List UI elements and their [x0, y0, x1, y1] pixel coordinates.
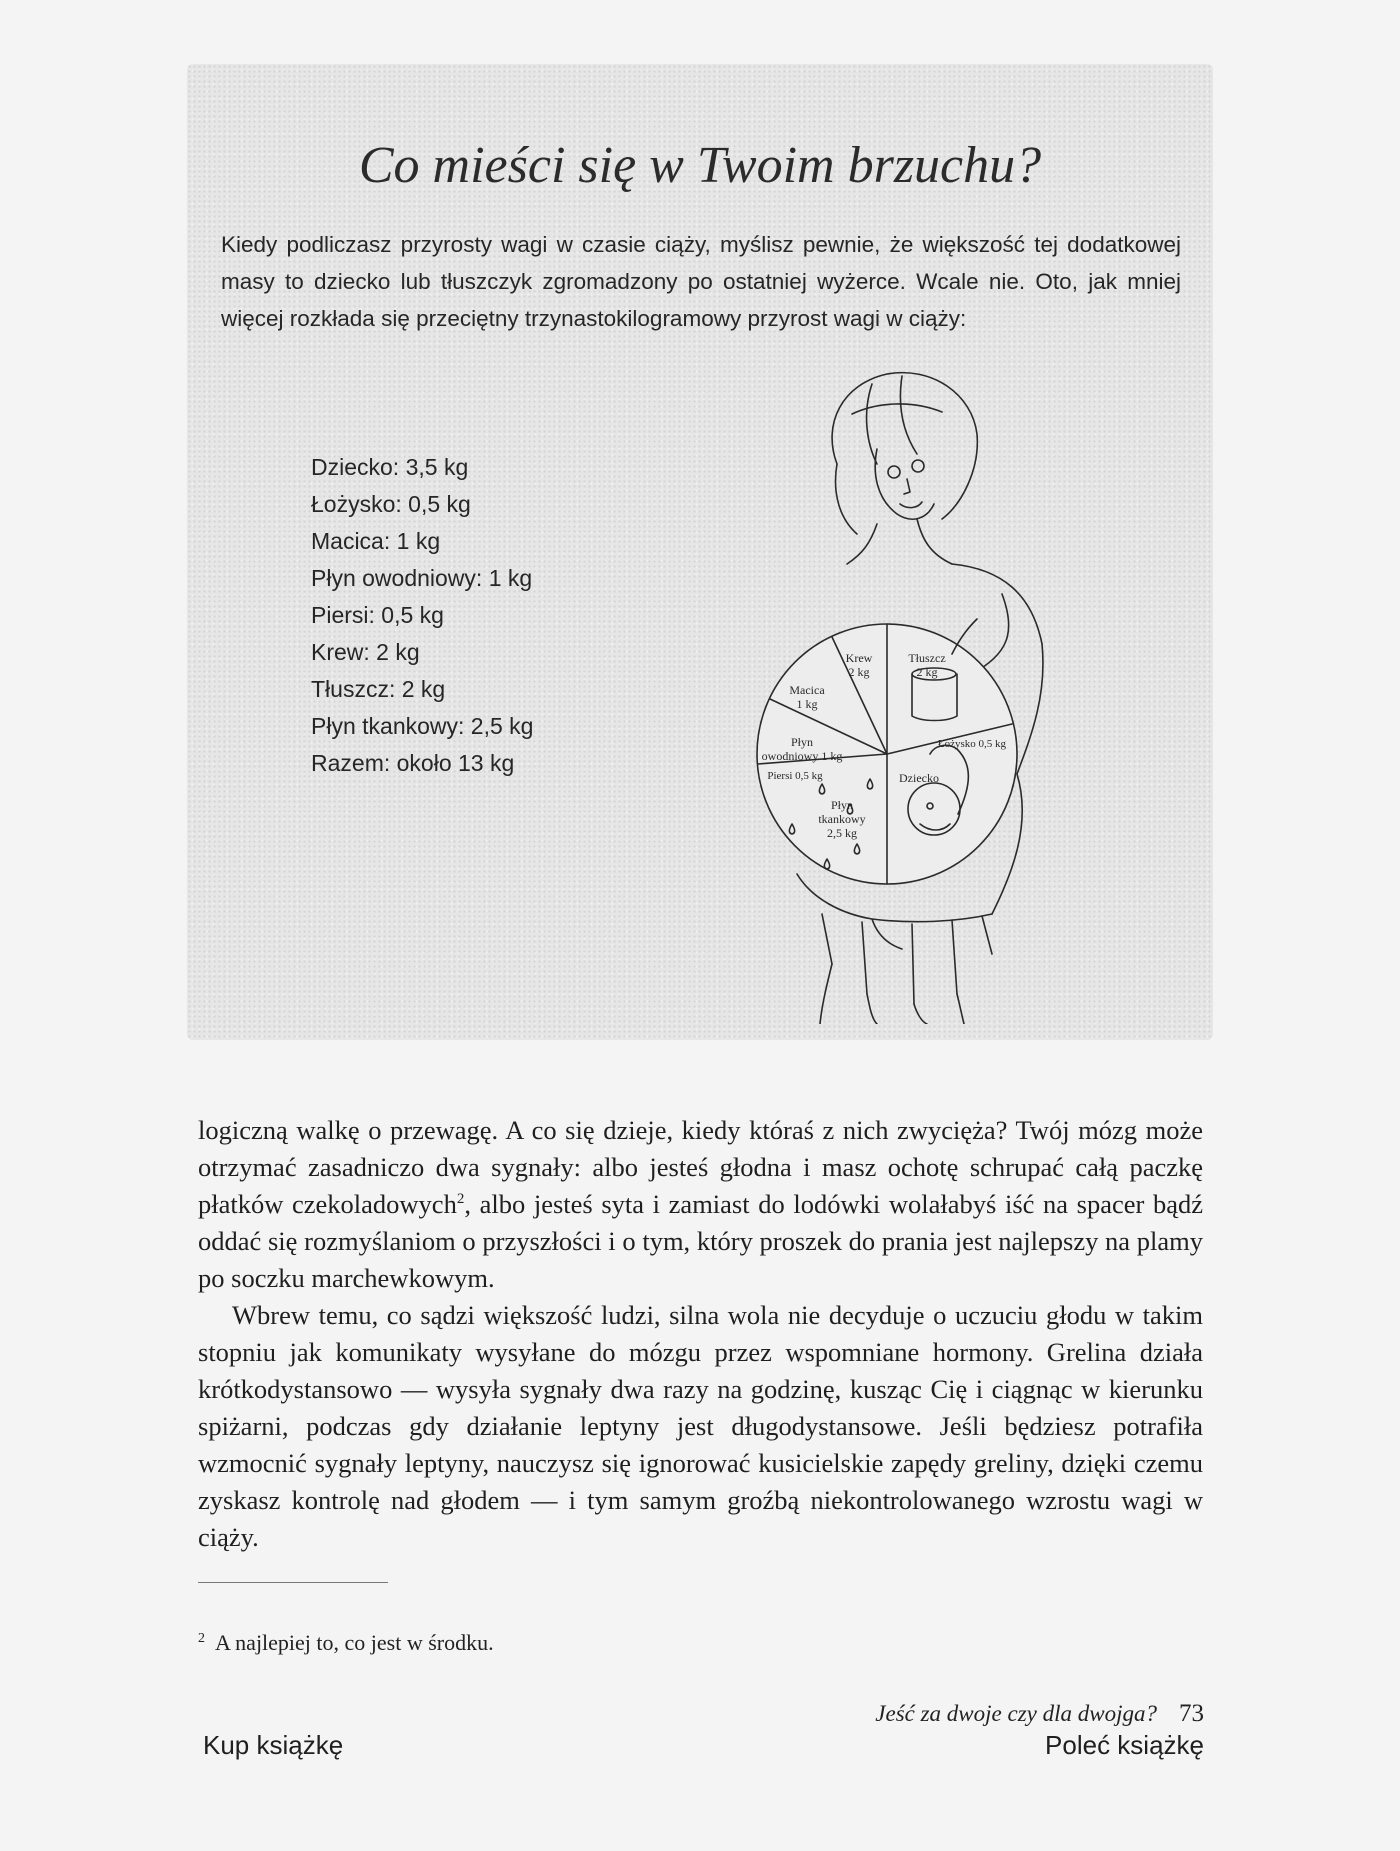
- pie-label-macica-kg: 1 kg: [796, 697, 818, 711]
- breakdown-item: Łożysko: 0,5 kg: [311, 491, 471, 517]
- paragraph-part: , albo jesteś syta i zamiast do lodówki wolałabyś iść na spacer bądź oddać się rozmyślaniom o przyszłości i o tym, który proszek do prania jest najlepszy na plamy po soczku marchewkowym.: [198, 1189, 1203, 1293]
- pregnant-woman-illustration: [672, 354, 1142, 1024]
- breakdown-item: Płyn tkankowy: 2,5 kg: [311, 713, 534, 739]
- book-title: Jeść za dwoje czy dla dwojga?: [875, 1701, 1157, 1726]
- pie-label-tluszcz-kg: 2 kg: [916, 665, 938, 679]
- breakdown-item: Płyn owodniowy: 1 kg: [311, 565, 533, 591]
- pie-label-macica: Macica: [789, 683, 825, 697]
- breakdown-item: Piersi: 0,5 kg: [311, 602, 444, 628]
- sidebar-intro: Kiedy podliczasz przyrosty wagi w czasie ciąży, myślisz pewnie, że większość tej dodatkowej masy to dziecko lub tłuszczyk zgromadzony po ostatniej wyżerce. Wcale nie. Oto, jak mniej więcej rozkłada się przeciętny trzynastokilogramowy przyrost wagi w ciąży:: [221, 232, 1181, 331]
- footnote: [198, 1630, 494, 1656]
- paragraph: Wbrew temu, co sądzi większość ludzi, silna wola nie decyduje o uczuciu głodu w takim stopniu jak komunikaty wysyłane do mózgu przez wspomniane hormony. Grelina działa krótkodystansowo — wysyła sygnały dwa razy na godzinę, kusząc Cię i ciągnąc w kierunku spiżarni, podczas gdy działanie leptyny jest długodystansowe. Jeśli będziesz potrafiła wzmocnić sygnały leptyny, nauczysz się ignorować kusicielskie zapędy greliny, dzięki czemu zyskasz kontrolę nad głodem — i tym samym groźbą niekontrolowanego wzrostu wagi w ciąży.: [198, 1300, 1203, 1552]
- page-number: 73: [1179, 1700, 1204, 1727]
- footnote-divider: [198, 1582, 388, 1583]
- pie-label-dziecko: Dziecko: [899, 771, 939, 785]
- pie-label-tluszcz: Tłuszcz: [908, 651, 946, 665]
- breakdown-item: Macica: 1 kg: [311, 528, 441, 554]
- paragraph-part: logiczną walkę o przewagę. A co się dzieje, kiedy któraś z nich zwycięża? Twój mózg może otrzymać zasadniczo dwa sygnały: albo jesteś głodna i masz ochotę schrupać całą paczkę płatków czekoladowych: [198, 1115, 1203, 1219]
- weight-breakdown-list: [311, 449, 533, 782]
- pie-label-krew-kg: 2 kg: [848, 665, 870, 679]
- paragraph: [198, 1112, 1203, 1297]
- footnote-mark: 2: [198, 1631, 205, 1646]
- pie-label-plyn-tkankowy-2: tkankowy: [818, 812, 866, 826]
- pie-label-piersi: Piersi 0,5 kg: [767, 770, 823, 782]
- sidebar-box: [187, 64, 1213, 1040]
- footnote-text: A najlepiej to, co jest w środku.: [215, 1630, 494, 1655]
- breakdown-item: Dziecko: 3,5 kg: [311, 454, 469, 480]
- breakdown-item: Tłuszcz: 2 kg: [311, 676, 446, 702]
- pie-label-lozysko: Łożysko 0,5 kg: [937, 738, 1007, 750]
- running-footer: [875, 1700, 1204, 1728]
- breakdown-item: Krew: 2 kg: [311, 639, 420, 665]
- breakdown-item: Razem: około 13 kg: [311, 750, 515, 776]
- footnote-ref[interactable]: 2: [456, 1191, 465, 1207]
- sidebar-title: Co mieści się w Twoim brzuchu?: [358, 137, 1042, 194]
- pie-label-plyn-tkankowy: Płyn: [830, 798, 854, 812]
- pie-label-plyn-owodniowy: Płyn: [790, 735, 814, 749]
- pie-label-plyn-tkankowy-kg: 2,5 kg: [827, 826, 857, 840]
- pie-label-krew: Krew: [845, 651, 873, 665]
- pie-label-plyn-owodniowy-kg: owodniowy 1 kg: [761, 749, 843, 763]
- main-text: [198, 1112, 1203, 1556]
- recommend-book-link[interactable]: Poleć książkę: [1045, 1730, 1204, 1760]
- buy-book-link[interactable]: Kup książkę: [203, 1730, 344, 1760]
